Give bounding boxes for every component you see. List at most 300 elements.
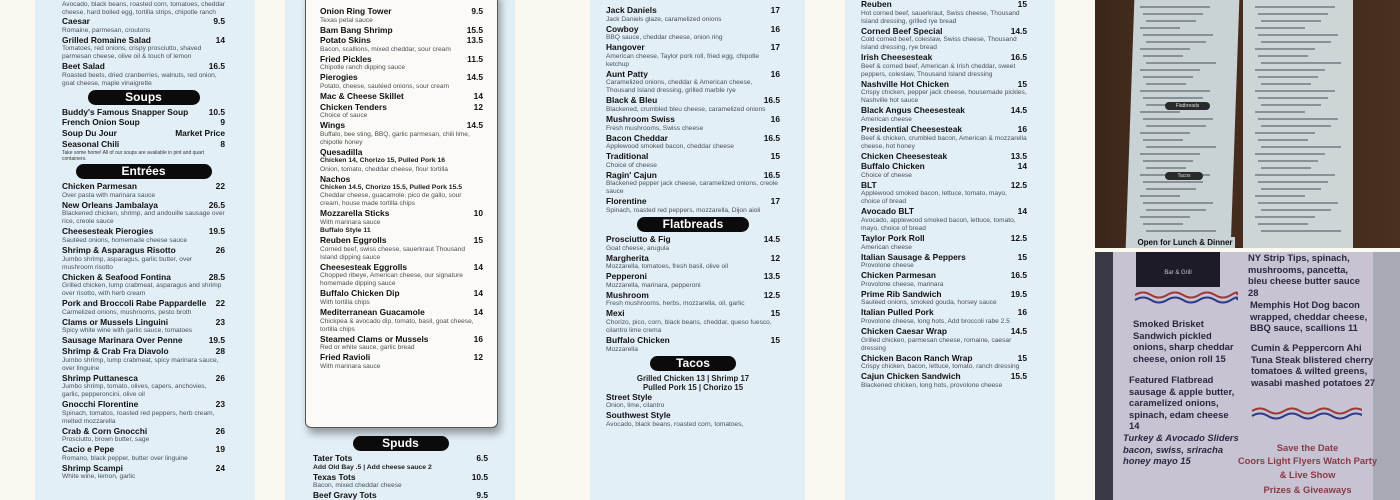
section-header: Flatbreads: [637, 217, 749, 232]
photo-text-line: [1140, 48, 1190, 50]
photo-text-line: [1140, 132, 1190, 134]
menu-item: [861, 354, 1027, 372]
item-row: [62, 427, 225, 437]
photo-text-line: [1261, 20, 1321, 22]
item-row: [861, 181, 1027, 191]
item-row: [861, 80, 1027, 90]
item-name: Pepperoni: [606, 271, 647, 282]
item-price: 22: [215, 181, 225, 192]
item-price: 13.5: [763, 271, 780, 282]
item-price: 16: [1017, 307, 1027, 318]
photo-text-line: [1258, 160, 1318, 162]
item-row: [320, 263, 483, 273]
item-name: Buffalo Chicken: [606, 334, 670, 345]
item-name: Mac & Cheese Skillet: [320, 90, 404, 101]
item-name: Beet Salad: [62, 61, 105, 72]
item-name: Bacon Cheddar: [606, 132, 668, 143]
photo-text-line: [1143, 97, 1203, 99]
menu-item: [62, 299, 225, 317]
item-price: 15: [1017, 352, 1027, 363]
item-row: [861, 207, 1027, 217]
item-description: Mozzarella, marinara, pepperoni: [606, 281, 701, 289]
item-price: 16.5: [1010, 52, 1027, 63]
event-live-show: & Live Show: [1279, 469, 1336, 480]
menu-item: [320, 148, 483, 174]
photo-text-line: [1143, 181, 1203, 183]
photo-text-line: [1255, 153, 1325, 155]
item-price: 22: [215, 298, 225, 309]
item-row: [62, 17, 225, 27]
photo-text-line: [1146, 83, 1186, 85]
menu-item: [62, 347, 225, 373]
event-watch-party: Coors Light Flyers Watch Party: [1237, 455, 1378, 466]
item-description: Red or white sauce, garlic bread: [320, 344, 415, 352]
menu-item: [62, 17, 225, 35]
menu-item: [62, 227, 225, 245]
item-description: Choice of cheese: [861, 171, 912, 179]
item-row: [861, 327, 1027, 337]
photo-text-line: [1258, 223, 1308, 225]
item-description: Hot corned beef, sauerkraut, Swiss cheese, Thousand Island dressing, grilled rye bread: [861, 9, 1020, 25]
item-row: [320, 148, 483, 158]
item-description: Corned beef, swiss cheese, sauerkraut Thousand Island dipping sauce: [320, 245, 466, 261]
item-row: [606, 235, 780, 245]
menu-item: [62, 118, 225, 128]
photo-text-line: [1146, 209, 1206, 211]
item-name: Chicken Bacon Ranch Wrap: [861, 352, 973, 363]
item-description: BBQ sauce, cheddar cheese, onion ring: [606, 34, 723, 42]
item-name: Chicken Tenders: [320, 101, 387, 112]
item-row: [62, 299, 225, 309]
menu-item: [62, 129, 225, 139]
event-save-date: Save the Date: [1276, 442, 1339, 453]
menu-item: [320, 55, 483, 73]
item-name: Shrimp Puttanesca: [62, 372, 138, 383]
item-description: Chickpea & avocado dip, tomato, basil, goat cheese, tortilla chips: [320, 317, 474, 333]
menu-item: [606, 134, 780, 152]
item-row: [606, 96, 780, 106]
item-description: Cold corned beef, coleslaw, Swiss cheese, Thousand Island dressing, rye bread: [861, 36, 1017, 52]
price-line: Grilled Chicken 13 | Shrimp 17: [636, 373, 750, 383]
photo-text-line: [1143, 118, 1213, 120]
item-description: Romaine, parmesan, croutons: [62, 26, 151, 34]
item-description: Onion, tomato, cheddar cheese, flour tortilla: [320, 165, 448, 173]
item-price: 14: [473, 261, 483, 272]
item-name: Potato Skins: [320, 35, 371, 46]
menu-item: [861, 152, 1027, 162]
item-row: [320, 7, 483, 17]
item-price: 16.5: [763, 95, 780, 106]
item-price: 10.5: [208, 106, 225, 117]
item-name: Seasonal Chili: [62, 138, 120, 149]
item-name: New Orleans Jambalaya: [62, 199, 158, 210]
photo-text-line: [1255, 195, 1305, 197]
photo-text-line: [1255, 111, 1305, 113]
item-description: Blackened, crumbled bleu cheese, caramelized onions: [606, 105, 766, 113]
item-name: Southwest Style: [606, 410, 671, 421]
item-options: Buffalo Style 11: [320, 226, 371, 234]
item-name: Cowboy: [606, 23, 639, 34]
item-description: White wine, lemon, garlic: [62, 473, 136, 481]
item-name: Cacio e Pepe: [62, 444, 115, 455]
item-row: [861, 106, 1027, 116]
item-name: Chicken Parmesan: [861, 270, 936, 281]
menu-item: [62, 201, 225, 227]
item-row: [320, 73, 483, 83]
section-header: Entrées: [76, 164, 212, 179]
item-price: 13.5: [1010, 150, 1027, 161]
item-price: 9: [220, 117, 225, 128]
menu-item: [313, 473, 488, 491]
item-description: Spinach, tomatos, roasted red peppers, herb cream, melted mozzarella: [62, 409, 215, 425]
item-price: 15: [473, 235, 483, 246]
photo-text-line: [1255, 90, 1335, 92]
photo-text-line: [1261, 125, 1331, 127]
item-row: [606, 411, 780, 421]
item-price: 15: [770, 334, 780, 345]
item-row: [62, 273, 225, 283]
menu-item: [320, 289, 483, 307]
menu-item: [861, 327, 1027, 353]
photo-text-line: [1258, 118, 1338, 120]
menu-item: [606, 171, 780, 197]
menu-item: [62, 62, 225, 88]
item-row: [861, 125, 1027, 135]
item-price: 16.5: [1010, 270, 1027, 281]
item-description: Crispy chicken, bacon, lettuce, tomato, ranch dressing: [861, 363, 1020, 371]
item-price: 14.5: [466, 72, 483, 83]
menu-item: [606, 336, 780, 354]
item-description: With marinara sauce: [320, 218, 381, 226]
menu-item: [606, 6, 780, 24]
item-price: 14.5: [466, 120, 483, 131]
menu-item: [861, 253, 1027, 271]
photo-text-line: [1258, 181, 1328, 183]
item-description: Fresh mushrooms, herbs, mozzarella, oil, garlic: [606, 300, 745, 308]
item-price: 6.5: [476, 453, 488, 463]
item-price: 15: [1017, 78, 1027, 89]
wavy-divider-icon: [1250, 406, 1362, 420]
menu-item: [320, 121, 483, 147]
menu-item: [861, 53, 1027, 79]
item-name: Pork and Broccoli Rabe Pappardelle: [62, 298, 207, 309]
item-price: 12.5: [1010, 179, 1027, 190]
item-price: 24: [215, 462, 225, 473]
item-row: [320, 36, 483, 46]
event-prizes: Prizes & Giveaways: [1263, 484, 1352, 495]
item-row: [320, 121, 483, 131]
item-name: Margherita: [606, 252, 649, 263]
menu-item: [320, 175, 483, 209]
item-description: Jack Daniels glaze, caramelized onions: [606, 15, 722, 23]
item-row: [320, 175, 483, 185]
item-name: BLT: [861, 179, 877, 190]
item-name: Traditional: [606, 151, 649, 162]
section-header: Tacos: [650, 356, 736, 371]
item-price: 19.5: [1010, 288, 1027, 299]
item-row: [62, 62, 225, 72]
photo-text-line: [1143, 34, 1213, 36]
item-name: Buffalo Chicken Dip: [320, 288, 400, 299]
menu-item: [320, 103, 483, 121]
menu-item: [320, 26, 483, 36]
item-price: 15: [770, 308, 780, 319]
item-name: Prime Rib Sandwich: [861, 288, 942, 299]
menu-item: [861, 181, 1027, 207]
item-row: [606, 70, 780, 80]
item-description: Sautéed onions, homemade cheese sauce: [62, 236, 188, 244]
photo-text-line: [1146, 230, 1216, 232]
item-price: 15: [770, 151, 780, 162]
item-name: Avocado BLT: [861, 206, 915, 217]
item-row: [62, 246, 225, 256]
item-name: Hangover: [606, 42, 645, 53]
item-row: [606, 134, 780, 144]
menu-item: [320, 92, 483, 102]
item-name: Mushroom Swiss: [606, 113, 675, 124]
photo-text-line: [1143, 160, 1193, 162]
item-row: [313, 454, 488, 464]
menu-page-burgers-flatbreads-tacos: [590, 0, 805, 500]
photo-text-line: [1261, 209, 1331, 211]
item-name: Pierogies: [320, 72, 358, 83]
item-description: Choice of cheese: [606, 161, 657, 169]
item-name: Shrimp & Crab Fra Diavolo: [62, 345, 169, 356]
menu-item: [320, 36, 483, 54]
item-row: [606, 43, 780, 53]
photo-text-line: [1146, 188, 1196, 190]
menu-item: [62, 140, 225, 150]
item-price: 9.5: [213, 16, 225, 26]
item-price: 17: [770, 196, 780, 207]
item-row: [62, 400, 225, 410]
item-name: Cheesesteak Eggrolls: [320, 261, 408, 272]
item-name: Nachos: [320, 173, 351, 184]
item-price: 12: [473, 352, 483, 363]
item-price: 13.5: [466, 35, 483, 46]
item-name: Chicken Caesar Wrap: [861, 325, 947, 336]
item-description: Romano, black pepper, butter over linguine: [62, 454, 188, 462]
menu-item: [606, 115, 780, 133]
menu-item: [861, 290, 1027, 308]
menu-item: [606, 393, 780, 411]
menu-item: [861, 207, 1027, 233]
item-row: [62, 227, 225, 237]
item-name: French Onion Soup: [62, 117, 140, 128]
item-description: Prosciutto, brown butter, sage: [62, 436, 150, 444]
special-memphis-hot-dog: Memphis Hot Dog bacon wrapped, cheddar cheese, BBQ sauce, scallions 11: [1250, 299, 1368, 333]
item-price: 12: [770, 252, 780, 263]
item-price: 28.5: [208, 271, 225, 282]
item-name: Black Angus Cheesesteak: [861, 105, 965, 116]
menu-item: [606, 197, 780, 215]
menu-item: [861, 308, 1027, 326]
photo-text-line: [1261, 167, 1311, 169]
item-description: American cheese: [861, 243, 912, 251]
photo-text-line: [1146, 125, 1206, 127]
specials-flyer-photo: [1095, 252, 1400, 500]
item-price: 14: [473, 306, 483, 317]
item-price: 12.5: [1010, 232, 1027, 243]
item-row: [62, 182, 225, 192]
photo-text-line: [1143, 13, 1203, 15]
photo-text-line: [1143, 55, 1183, 57]
photo-text-line: [1140, 90, 1210, 92]
photo-text-line: [1258, 139, 1308, 141]
photo-text-line: [1143, 202, 1213, 204]
item-row: [320, 289, 483, 299]
special-ahi-tuna: Cumin & Peppercorn Ahi Tuna Steak blistered cherry tomatoes & wilted greens, wasabi mashed potatoes 27: [1251, 342, 1376, 388]
item-price: 26: [215, 372, 225, 383]
price-line: Pulled Pork 15 | Chorizo 15: [642, 383, 744, 392]
item-price: 14.5: [1010, 25, 1027, 36]
item-description: With marinara sauce: [320, 362, 381, 370]
menu-item: [62, 427, 225, 445]
item-price: 12: [473, 101, 483, 112]
item-price: 14.5: [1010, 105, 1027, 116]
item-name: Gnocchi Florentine: [62, 399, 139, 410]
dark-edge: [1095, 252, 1113, 500]
item-name: Buddy's Famous Snapper Soup: [62, 106, 189, 117]
photo-text-line: [1255, 174, 1335, 176]
menu-item: [606, 291, 780, 309]
photo-text-line: [1258, 202, 1338, 204]
photo-text-line: [1258, 97, 1328, 99]
menu-item: [320, 335, 483, 353]
item-price: 23: [215, 399, 225, 410]
photo-text-line: [1140, 153, 1200, 155]
photo-text-line: [1140, 111, 1180, 113]
photo-text-line: [1255, 27, 1305, 29]
photo-text-line: [1258, 13, 1328, 15]
item-name: Prosciutto & Fig: [606, 233, 671, 244]
menu-item: [313, 491, 488, 500]
item-row: [313, 491, 488, 500]
special-turkey-sliders: Turkey & Avocado Sliders bacon, swiss, sriracha honey mayo 15: [1123, 432, 1239, 466]
photo-text-line: [1146, 146, 1216, 148]
item-row: [861, 372, 1027, 382]
item-description: Choice of sauce: [320, 112, 368, 120]
item-description: Avocado, applewood smoked bacon, lettuce, tomato, mayo, choice of bread: [861, 216, 1016, 232]
item-description: Provolone cheese, marinara: [861, 280, 944, 288]
item-description: Provolone cheese, long hots, Add broccoli rabe 2.5: [861, 317, 1010, 325]
menu-item: [320, 263, 483, 289]
item-row: [606, 25, 780, 35]
photo-text-line: [1143, 76, 1193, 78]
section-note: Take some home! All of our soups are available in pint and quart containers.: [62, 150, 205, 163]
photo-text-line: [1261, 83, 1311, 85]
item-name: Fried Pickles: [320, 53, 372, 64]
menu-item: [606, 411, 780, 429]
item-description: Fresh mushrooms, Swiss cheese: [606, 124, 704, 132]
item-row: [861, 53, 1027, 63]
item-price: 17: [770, 42, 780, 53]
item-name: Black & Bleu: [606, 95, 658, 106]
menu-item: [861, 125, 1027, 151]
item-price: 23: [215, 316, 225, 327]
menu-item: [861, 234, 1027, 252]
menu-item: [606, 272, 780, 290]
photo-text-line: [1258, 34, 1338, 36]
item-price: 26: [215, 425, 225, 436]
menu-item: [861, 80, 1027, 106]
item-row: [861, 162, 1027, 172]
menu-item: [62, 445, 225, 463]
item-row: [606, 272, 780, 282]
photo-text-line: [1261, 62, 1341, 64]
item-row: [861, 234, 1027, 244]
menu-item: [861, 162, 1027, 180]
menu-item: [861, 271, 1027, 289]
menu-item: [62, 246, 225, 272]
item-price: 8: [220, 138, 225, 149]
menu-item: [606, 152, 780, 170]
item-row: [62, 374, 225, 384]
item-name: Presidential Cheesesteak: [861, 123, 963, 134]
item-description: Jumbo shrimp, lump crabmeat, spicy marinara sauce, over linguine: [62, 356, 219, 372]
menu-item: [320, 236, 483, 262]
item-row: [62, 445, 225, 455]
item-description: Grilled chicken, parmesan cheese, romaine, caesar dressing: [861, 336, 1012, 352]
item-description: Roasted beets, dried cranberries, walnuts, red onion, goat cheese, maple vinaigrette: [62, 71, 217, 87]
item-price: 15.5: [466, 24, 483, 35]
item-options: Add Old Bay .5 | Add cheese sauce 2: [313, 463, 432, 471]
item-description: Cheddar cheese, guacamole, pico de gallo, sour cream, house made tortilla chips: [320, 192, 462, 208]
item-price: 14.5: [1010, 325, 1027, 336]
item-name: Corned Beef Special: [861, 25, 943, 36]
photo-text-line: [1255, 216, 1315, 218]
photo-text-line: [1255, 6, 1335, 8]
item-description: Bacon, scallions, mixed cheddar, sour cream: [320, 45, 451, 53]
photo-text-line: [1261, 146, 1341, 148]
item-price: 19.5: [208, 226, 225, 237]
special-brisket-sandwich: Smoked Brisket Sandwich pickled onions, sharp cheddar cheese, onion roll 15: [1133, 318, 1234, 364]
item-name: Grilled Romaine Salad: [62, 34, 151, 45]
item-name: Wings: [320, 120, 346, 131]
special-ny-strip-tips: NY Strip Tips, spinach, mushrooms, pancetta, bleu cheese butter sauce 28: [1248, 252, 1361, 298]
item-row: [861, 354, 1027, 364]
item-description: Crispy chicken, pepper jack cheese, housemade pickles, Nashville hot sauce: [861, 89, 1027, 105]
item-row: [62, 201, 225, 211]
item-name: Ragin' Cajun: [606, 169, 657, 180]
photo-text-line: [1261, 188, 1321, 190]
item-options: Chicken 14.5, Chorizo 15.5, Pulled Pork 15.5: [320, 184, 463, 192]
item-row: [606, 393, 780, 403]
item-description: Caramelized onions, cheddar & American cheese, Thousand Island dressing, grilled marble rye: [606, 79, 753, 95]
item-row: [320, 353, 483, 363]
photo-footer-text: Open for Lunch & Dinner: [1135, 237, 1235, 248]
menu-page-sandwiches: [845, 0, 1055, 500]
photo-text-line: [1140, 27, 1180, 29]
menu-item: [62, 318, 225, 336]
flyer-logo: Bar & Grill: [1136, 252, 1220, 287]
menu-item: [861, 106, 1027, 124]
menu-item: [62, 182, 225, 200]
item-name: Chicken Cheesesteak: [861, 150, 948, 161]
photo-pill-tacos: Tacos: [1165, 172, 1203, 180]
item-row: [606, 171, 780, 181]
menu-item: [606, 235, 780, 253]
item-row: [62, 318, 225, 328]
item-name: Chicken Parmesan: [62, 181, 137, 192]
item-price: 19: [215, 444, 225, 455]
photo-pill-flatbreads: Flatbreads: [1165, 102, 1210, 110]
menu-item: [320, 308, 483, 334]
wavy-divider-icon: [1133, 290, 1238, 304]
photo-text-line: [1255, 132, 1315, 134]
item-row: [320, 209, 483, 219]
item-row: [320, 308, 483, 318]
